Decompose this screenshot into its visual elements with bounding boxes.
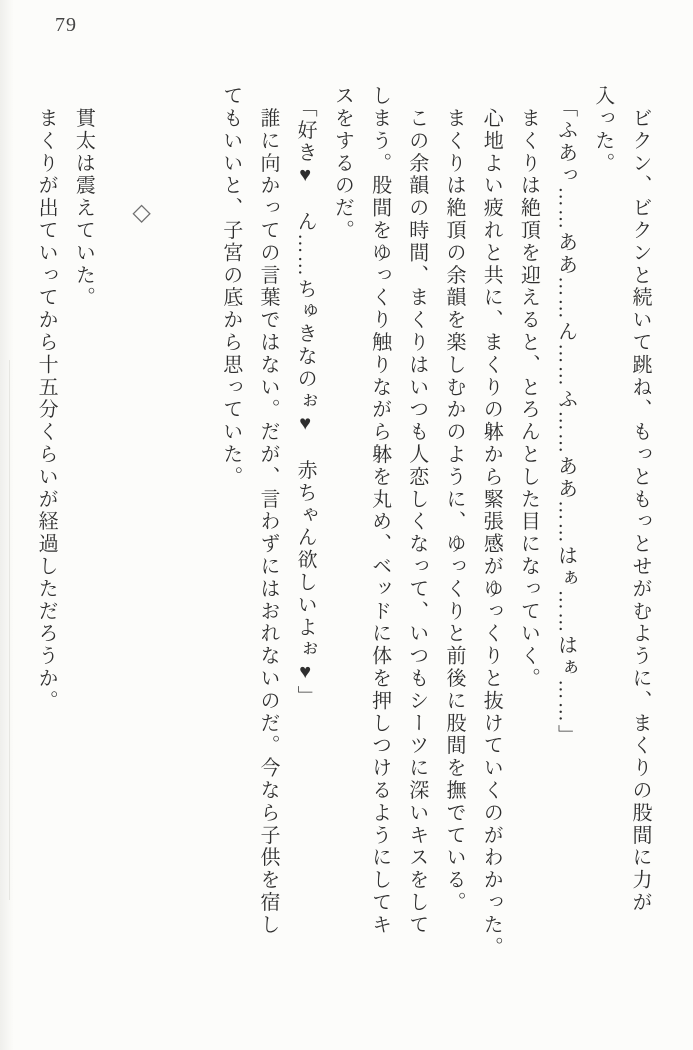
text-line: まくりは絶頂の余韻を楽しむかのように、ゆっくりと前後に股間を撫でている。 <box>442 85 465 914</box>
text-line: この余韻の時間、まくりはいつも人恋しくなって、いつもシーツに深いキスをして <box>405 85 428 937</box>
text-line: まくりは絶頂を迎えると、とろんとした目になっていく。 <box>517 85 540 690</box>
text-line: まくりが出ていってから十五分くらいが経過しただろうか。 <box>35 85 58 713</box>
text-line: 入った。 <box>591 85 614 175</box>
page-number: 79 <box>55 14 77 36</box>
page-edge-shading <box>0 0 14 1050</box>
text-line: ビクン、ビクンと続いて跳ね、もっともっとせがむように、まくりの股間に力が <box>629 85 651 914</box>
section-divider-diamond: ◇ <box>127 198 154 229</box>
text-line: しまう。股間をゆっくり触りながら躰を丸め、ベッドに体を押しつけるようにしてキ <box>368 85 391 937</box>
scan-artifact-line <box>9 360 10 900</box>
text-line: 心地よい疲れと共に、まくりの躰から緊張感がゆっくりと抜けていくのがわかった。 <box>480 85 503 959</box>
text-line: 貫太は震えていた。 <box>72 85 95 309</box>
text-line: 「ふあっ……ああ……ん……ふ……ああ……はぁ……はぁ……」 <box>554 97 577 747</box>
text-line: てもいいと、子宮の底から思っていた。 <box>219 85 242 489</box>
text-line: スをするのだ。 <box>331 85 354 242</box>
text-line: 「好き♥ ん……ちゅきなのぉ♥ 赤ちゃん欲しいよぉ♥」 <box>294 97 317 708</box>
vertical-text-area <box>27 85 658 1010</box>
text-line: 誰に向かっての言葉ではない。だが、言わずにはおれないのだ。今なら子供を宿し <box>256 85 279 937</box>
